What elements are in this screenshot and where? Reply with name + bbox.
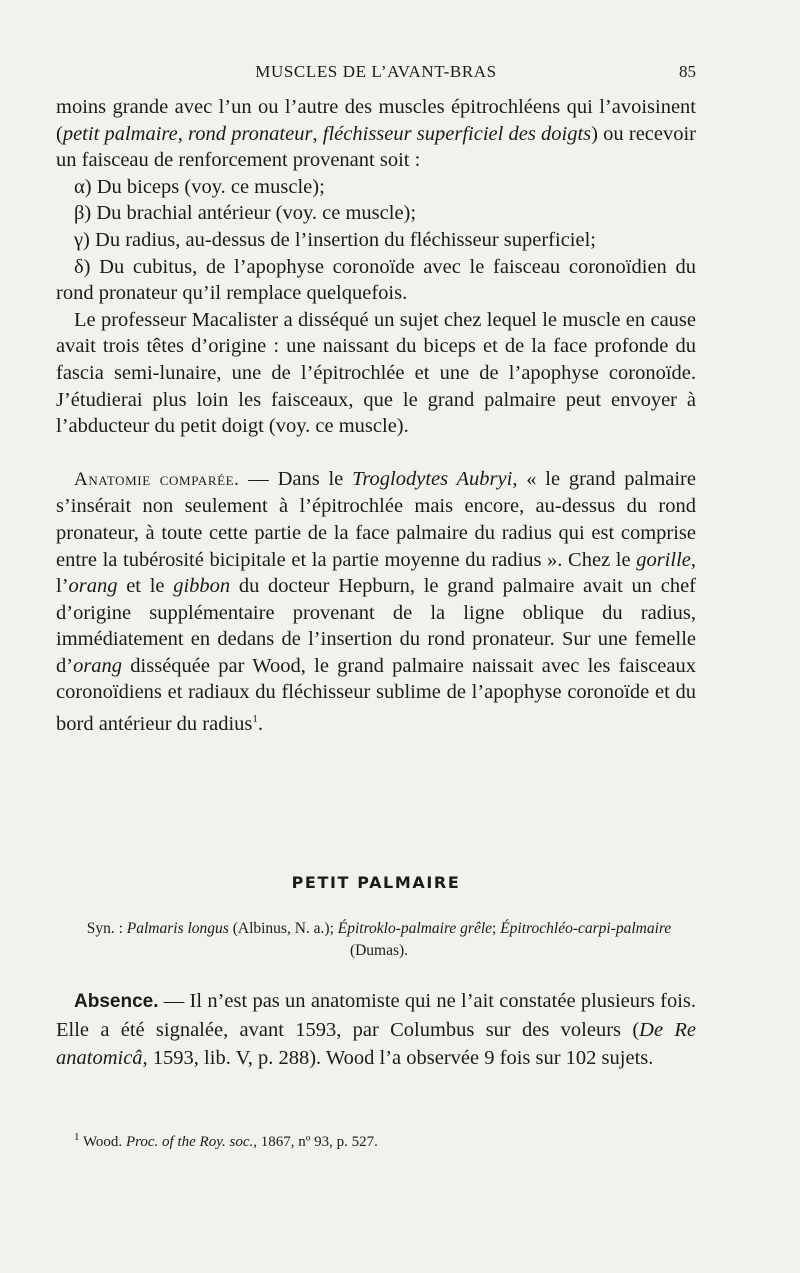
footnote: $^1$ Wood. Proc. of the Roy. soc., 1867, nº 93, p. 527. — [74, 1131, 378, 1150]
list-item-gamma: γ) Du radius, au-dessus de l’insertion du fléchisseur superficiel; — [74, 228, 596, 251]
section-title: PETIT PALMAIRE — [291, 873, 461, 892]
page-header — [56, 60, 696, 88]
footnote-ref: 1 — [252, 713, 258, 726]
paragraph-absence: Absence. — Il n’est pas un anatomiste qui ne l’ait constatée plusieurs fois. Elle a été signalée, avant 1593, par Columbus sur des voleurs (De Re anatomicâ, 1593, lib. V, p. 288). Wood l’a observée 9 fois sur 102 sujets. — [56, 990, 696, 1069]
paragraph-anatomie-comparee: Anatomie comparée. — Dans le Troglodytes Aubryi, « le grand palmaire s’insérait non seulement à l’épitrochlée mais encore, au-dessus du rond pronateur, à toute cette partie de la face palmaire du radius qui est comprise entre la tubérosité bicipitale et la partie moyenne du radius ». Chez le gorille, l’orang et le gibbon du docteur Hepburn, le grand palmaire avait un chef d’origine supplémentaire provenant de la ligne oblique du radius, immédiatement en dedans de l’insertion du rond pronateur. Sur une femelle d’orang disséquée par Wood, le grand palmaire naissait avec les faisceaux coronoïdiens et radiaux du fléchisseur sublime de l’apophyse coronoïde et du bord antérieur du radius$^1$. — [56, 467, 696, 735]
synonyms-line: Syn. : Palmaris longus (Albinus, N. a.); Épitroklo-palmaire grêle; Épitrochléo-carpi-palmaire (Dumas). — [86, 920, 672, 959]
main-text — [56, 94, 696, 737]
page-number: 85 — [679, 62, 696, 81]
paragraph-continuation: moins grande avec l’un ou l’autre des muscles épitrochléens qui l’avoisinent (petit palmaire, rond pronateur, fléchisseur superficiel des doigts) ou recevoir un faisceau de renforcement provenant soit : — [56, 96, 697, 172]
list-item-delta: δ) Du cubitus, de l’apophyse coronoïde avec le faisceau coronoïdien du rond pronateur qu’il remplace quelquefois. — [56, 255, 696, 305]
absence-heading: Absence. — [74, 991, 159, 1012]
list-item-alpha: α) Du biceps (voy. ce muscle); — [74, 175, 325, 198]
list-item-beta: β) Du brachial antérieur (voy. ce muscle); — [74, 202, 417, 225]
smallcaps-heading: Anatomie comparée. — [74, 468, 240, 490]
running-head: MUSCLES DE L’AVANT-BRAS — [255, 62, 497, 81]
paragraph-gap — [56, 440, 696, 466]
paragraph-macalister: Le professeur Macalister a disséqué un sujet chez lequel le muscle en cause avait trois têtes d’origine : une naissant du biceps et de la face profonde du fascia semi-lunaire, une de l’épitrochlée et une de l’apophyse coronoïde. J’étudierai plus loin les faisceaux, que le grand palmaire peut envoyer à l’abducteur du petit doigt (voy. ce muscle). — [56, 308, 696, 438]
